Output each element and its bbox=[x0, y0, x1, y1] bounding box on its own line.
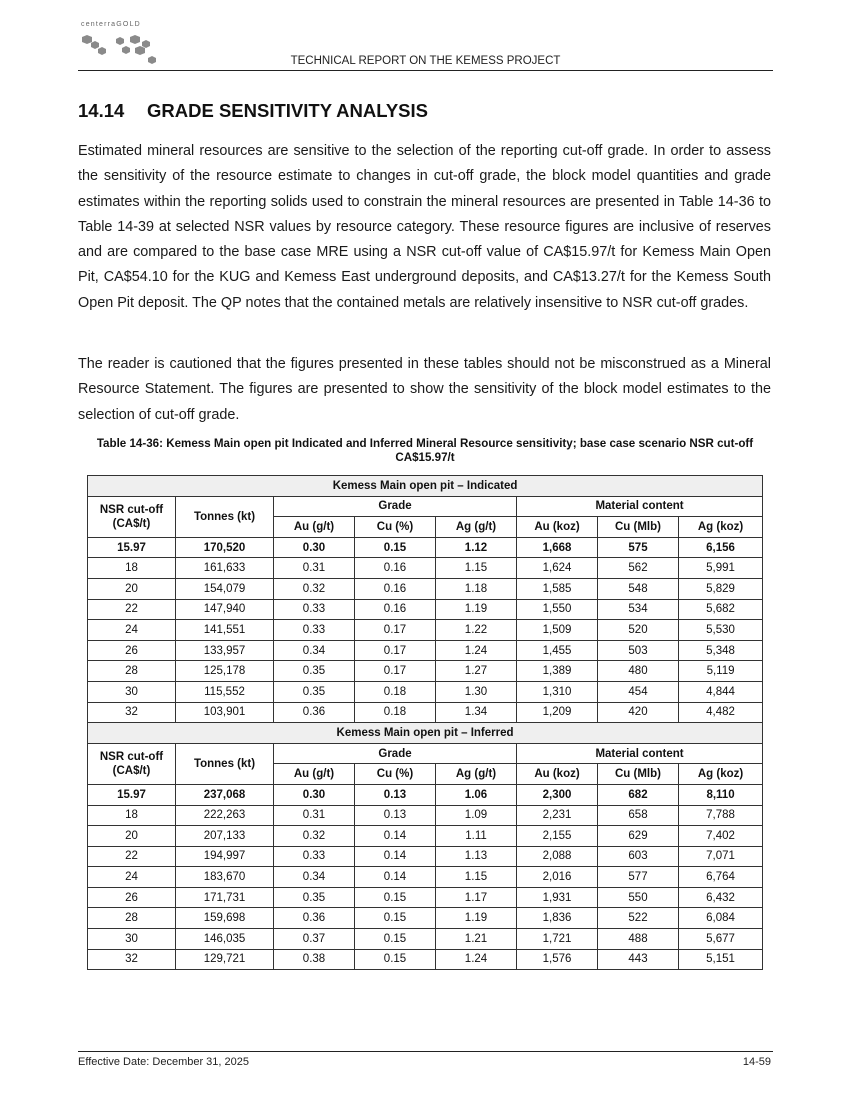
table-cell: 5,530 bbox=[679, 620, 763, 641]
table-cell: 577 bbox=[598, 867, 679, 888]
table-cell: 1,209 bbox=[517, 702, 598, 723]
table-row bbox=[88, 929, 763, 950]
company-logo-text: centerraGOLD bbox=[81, 21, 141, 28]
table-cell: 1,576 bbox=[517, 949, 598, 970]
page-number: 14-59 bbox=[742, 1056, 771, 1068]
section-title-row bbox=[88, 476, 763, 497]
table-cell: 1,836 bbox=[517, 908, 598, 929]
table-cell: 0.18 bbox=[355, 681, 436, 702]
report-title: TECHNICAL REPORT ON THE KEMESS PROJECT bbox=[290, 55, 561, 67]
header-grade: Grade bbox=[274, 743, 517, 764]
table-cell: 5,991 bbox=[679, 558, 763, 579]
table-row bbox=[88, 949, 763, 970]
table-cell: 1.27 bbox=[436, 661, 517, 682]
table-cell: 20 bbox=[88, 826, 176, 847]
table-cell: 24 bbox=[88, 620, 176, 641]
table-cell: 562 bbox=[598, 558, 679, 579]
intro-paragraph: Estimated mineral resources are sensitive to the selection of the reporting cut-off grade. In order to assess the sensitivity of the resource estimate to changes in cut-off grade, the block model quantities and grade estimates within the reporting solids used to constrain the mineral resources are presented in Table 14-36 to Table 14-39 at selected NSR values by resource category. These resource figures are inclusive of reserves and are compared to the base case MRE using a NSR cut-off value of CA$15.97/t for Kemess Main Open Pit, CA$54.10 for the KUG and Kemess East underground deposits, and CA$13.27/t for the Kemess South Open Pit deposit. The QP notes that the contained metals are relatively insensitive to NSR cut-off grades. bbox=[78, 143, 771, 311]
table-row bbox=[88, 640, 763, 661]
table-cell: 5,677 bbox=[679, 929, 763, 950]
table-cell: 0.17 bbox=[355, 661, 436, 682]
table-row bbox=[88, 887, 763, 908]
header-material-content: Material content bbox=[517, 496, 763, 517]
header-grade: Grade bbox=[274, 496, 517, 517]
header-row bbox=[88, 496, 763, 517]
table-cell: 603 bbox=[598, 846, 679, 867]
table-cell: 141,551 bbox=[176, 620, 274, 641]
table-cell: 0.13 bbox=[355, 805, 436, 826]
table-cell: 170,520 bbox=[176, 537, 274, 558]
table-cell: 658 bbox=[598, 805, 679, 826]
table-cell: 5,119 bbox=[679, 661, 763, 682]
table-cell: 125,178 bbox=[176, 661, 274, 682]
table-cell: 5,348 bbox=[679, 640, 763, 661]
table-cell: 1,389 bbox=[517, 661, 598, 682]
table-cell: 1.22 bbox=[436, 620, 517, 641]
table-cell: 194,997 bbox=[176, 846, 274, 867]
table-cell: 0.35 bbox=[274, 681, 355, 702]
section-title: Kemess Main open pit – Indicated bbox=[88, 476, 763, 497]
table-cell: 575 bbox=[598, 537, 679, 558]
table-cell: 1.11 bbox=[436, 826, 517, 847]
table-cell: 1.18 bbox=[436, 578, 517, 599]
table-cell: 1.24 bbox=[436, 949, 517, 970]
header-tonnes: Tonnes (kt) bbox=[176, 496, 274, 537]
table-cell: 0.14 bbox=[355, 826, 436, 847]
table-cell: 24 bbox=[88, 867, 176, 888]
table-cell: 26 bbox=[88, 640, 176, 661]
table-cell: 4,844 bbox=[679, 681, 763, 702]
table-cell: 520 bbox=[598, 620, 679, 641]
table-cell: 454 bbox=[598, 681, 679, 702]
table-cell: 1,585 bbox=[517, 578, 598, 599]
subheader-cell: Au (koz) bbox=[517, 517, 598, 538]
caution-paragraph: The reader is cautioned that the figures presented in these tables should not be misconstrued as a Mineral Resource Statement. The figures are presented to show the sensitivity of the block model estimates to the selection of cut-off grade. bbox=[78, 356, 771, 423]
table-row bbox=[88, 558, 763, 579]
table-cell: 5,829 bbox=[679, 578, 763, 599]
table-cell: 0.16 bbox=[355, 558, 436, 579]
table-cell: 7,402 bbox=[679, 826, 763, 847]
table-cell: 503 bbox=[598, 640, 679, 661]
table-cell: 2,016 bbox=[517, 867, 598, 888]
table-cell: 133,957 bbox=[176, 640, 274, 661]
header-cutoff: NSR cut-off (CA$/t) bbox=[88, 743, 176, 784]
section-title: GRADE SENSITIVITY ANALYSIS bbox=[147, 100, 428, 121]
table-cell: 15.97 bbox=[88, 784, 176, 805]
table-cell: 1,931 bbox=[517, 887, 598, 908]
table-cell: 1,550 bbox=[517, 599, 598, 620]
table-cell: 207,133 bbox=[176, 826, 274, 847]
table-cell: 534 bbox=[598, 599, 679, 620]
table-cell: 28 bbox=[88, 661, 176, 682]
table-cell: 629 bbox=[598, 826, 679, 847]
subheader-cell: Ag (g/t) bbox=[436, 517, 517, 538]
table-row bbox=[88, 908, 763, 929]
table-cell: 1.13 bbox=[436, 846, 517, 867]
table-cell: 0.34 bbox=[274, 640, 355, 661]
table-cell: 0.33 bbox=[274, 599, 355, 620]
table-row bbox=[88, 867, 763, 888]
subheader-cell: Cu (Mlb) bbox=[598, 517, 679, 538]
table-cell: 32 bbox=[88, 949, 176, 970]
table-cell: 1.34 bbox=[436, 702, 517, 723]
table-cell: 1.24 bbox=[436, 640, 517, 661]
table-cell: 28 bbox=[88, 908, 176, 929]
table-cell: 6,156 bbox=[679, 537, 763, 558]
table-cell: 129,721 bbox=[176, 949, 274, 970]
table-row bbox=[88, 784, 763, 805]
table-cell: 5,682 bbox=[679, 599, 763, 620]
section-title-row bbox=[88, 723, 763, 744]
table-cell: 6,432 bbox=[679, 887, 763, 908]
subheader-cell: Au (g/t) bbox=[274, 764, 355, 785]
table-cell: 0.33 bbox=[274, 620, 355, 641]
table-row bbox=[88, 681, 763, 702]
table-cell: 0.36 bbox=[274, 702, 355, 723]
subheader-cell: Au (koz) bbox=[517, 764, 598, 785]
table-cell: 115,552 bbox=[176, 681, 274, 702]
table-cell: 22 bbox=[88, 846, 176, 867]
table-cell: 147,940 bbox=[176, 599, 274, 620]
table-row bbox=[88, 661, 763, 682]
table-cell: 18 bbox=[88, 558, 176, 579]
table-cell: 1.12 bbox=[436, 537, 517, 558]
subheader-cell: Cu (Mlb) bbox=[598, 764, 679, 785]
table-row bbox=[88, 805, 763, 826]
table-cell: 0.13 bbox=[355, 784, 436, 805]
table-cell: 6,084 bbox=[679, 908, 763, 929]
table-cell: 18 bbox=[88, 805, 176, 826]
table-cell: 0.18 bbox=[355, 702, 436, 723]
table-row bbox=[88, 537, 763, 558]
table-row bbox=[88, 620, 763, 641]
table-cell: 30 bbox=[88, 929, 176, 950]
page-footer bbox=[78, 1051, 773, 1068]
table-cell: 0.14 bbox=[355, 867, 436, 888]
header-tonnes: Tonnes (kt) bbox=[176, 743, 274, 784]
table-cell: 0.14 bbox=[355, 846, 436, 867]
table-cell: 550 bbox=[598, 887, 679, 908]
table-cell: 32 bbox=[88, 702, 176, 723]
table-cell: 522 bbox=[598, 908, 679, 929]
table-cell: 0.35 bbox=[274, 887, 355, 908]
table-cell: 26 bbox=[88, 887, 176, 908]
table-cell: 0.30 bbox=[274, 537, 355, 558]
table-cell: 1.21 bbox=[436, 929, 517, 950]
table-cell: 5,151 bbox=[679, 949, 763, 970]
table-cell: 154,079 bbox=[176, 578, 274, 599]
table-cell: 0.17 bbox=[355, 640, 436, 661]
table-cell: 8,110 bbox=[679, 784, 763, 805]
header-cutoff: NSR cut-off (CA$/t) bbox=[88, 496, 176, 537]
table-cell: 222,263 bbox=[176, 805, 274, 826]
table-cell: 0.15 bbox=[355, 929, 436, 950]
table-cell: 1.15 bbox=[436, 558, 517, 579]
table-cell: 1.19 bbox=[436, 908, 517, 929]
table-cell: 2,300 bbox=[517, 784, 598, 805]
table-cell: 0.35 bbox=[274, 661, 355, 682]
table-cell: 0.37 bbox=[274, 929, 355, 950]
subheader-cell: Ag (g/t) bbox=[436, 764, 517, 785]
table-cell: 0.15 bbox=[355, 949, 436, 970]
table-cell: 1,509 bbox=[517, 620, 598, 641]
table-cell: 1.15 bbox=[436, 867, 517, 888]
table-cell: 0.15 bbox=[355, 537, 436, 558]
table-row bbox=[88, 702, 763, 723]
table-cell: 2,088 bbox=[517, 846, 598, 867]
sensitivity-table bbox=[87, 475, 763, 970]
table-cell: 1,721 bbox=[517, 929, 598, 950]
table-cell: 103,901 bbox=[176, 702, 274, 723]
table-cell: 480 bbox=[598, 661, 679, 682]
table-cell: 7,071 bbox=[679, 846, 763, 867]
table-cell: 1,624 bbox=[517, 558, 598, 579]
page-header bbox=[78, 20, 773, 71]
table-cell: 20 bbox=[88, 578, 176, 599]
table-cell: 0.15 bbox=[355, 887, 436, 908]
table-cell: 1.06 bbox=[436, 784, 517, 805]
subheader-cell: Au (g/t) bbox=[274, 517, 355, 538]
table-cell: 15.97 bbox=[88, 537, 176, 558]
table-cell: 146,035 bbox=[176, 929, 274, 950]
table-cell: 161,633 bbox=[176, 558, 274, 579]
table-cell: 443 bbox=[598, 949, 679, 970]
table-cell: 22 bbox=[88, 599, 176, 620]
table-cell: 183,670 bbox=[176, 867, 274, 888]
table-cell: 1.19 bbox=[436, 599, 517, 620]
table-cell: 1.09 bbox=[436, 805, 517, 826]
table-row bbox=[88, 846, 763, 867]
table-cell: 1,668 bbox=[517, 537, 598, 558]
table-caption: Table 14-36: Kemess Main open pit Indicated and Inferred Mineral Resource sensitivity; base case scenario NSR cut-off CA$15.97/t bbox=[96, 437, 754, 464]
table-cell: 488 bbox=[598, 929, 679, 950]
table-cell: 548 bbox=[598, 578, 679, 599]
table-cell: 0.32 bbox=[274, 826, 355, 847]
table-cell: 0.38 bbox=[274, 949, 355, 970]
table-cell: 171,731 bbox=[176, 887, 274, 908]
table-cell: 0.30 bbox=[274, 784, 355, 805]
section-title: Kemess Main open pit – Inferred bbox=[88, 723, 763, 744]
table-cell: 2,155 bbox=[517, 826, 598, 847]
table-cell: 30 bbox=[88, 681, 176, 702]
section-heading bbox=[78, 100, 428, 122]
subheader-cell: Cu (%) bbox=[355, 517, 436, 538]
header-material-content: Material content bbox=[517, 743, 763, 764]
table-cell: 0.16 bbox=[355, 578, 436, 599]
table-cell: 0.31 bbox=[274, 558, 355, 579]
table-cell: 4,482 bbox=[679, 702, 763, 723]
table-row bbox=[88, 599, 763, 620]
table-cell: 0.34 bbox=[274, 867, 355, 888]
table-cell: 0.32 bbox=[274, 578, 355, 599]
table-cell: 0.17 bbox=[355, 620, 436, 641]
subheader-cell: Cu (%) bbox=[355, 764, 436, 785]
effective-date: Effective Date: December 31, 2025 bbox=[78, 1056, 250, 1068]
table-cell: 1,455 bbox=[517, 640, 598, 661]
table-cell: 7,788 bbox=[679, 805, 763, 826]
section-number: 14.14 bbox=[78, 100, 125, 121]
table-cell: 1.30 bbox=[436, 681, 517, 702]
table-cell: 0.15 bbox=[355, 908, 436, 929]
table-cell: 0.33 bbox=[274, 846, 355, 867]
table-row bbox=[88, 826, 763, 847]
table-cell: 1.17 bbox=[436, 887, 517, 908]
table-cell: 1,310 bbox=[517, 681, 598, 702]
table-cell: 237,068 bbox=[176, 784, 274, 805]
table-cell: 0.31 bbox=[274, 805, 355, 826]
table-row bbox=[88, 578, 763, 599]
table-cell: 420 bbox=[598, 702, 679, 723]
table-cell: 0.16 bbox=[355, 599, 436, 620]
subheader-cell: Ag (koz) bbox=[679, 764, 763, 785]
table-cell: 0.36 bbox=[274, 908, 355, 929]
table-cell: 6,764 bbox=[679, 867, 763, 888]
header-row bbox=[88, 743, 763, 764]
table-cell: 159,698 bbox=[176, 908, 274, 929]
subheader-cell: Ag (koz) bbox=[679, 517, 763, 538]
table-cell: 682 bbox=[598, 784, 679, 805]
table-cell: 2,231 bbox=[517, 805, 598, 826]
